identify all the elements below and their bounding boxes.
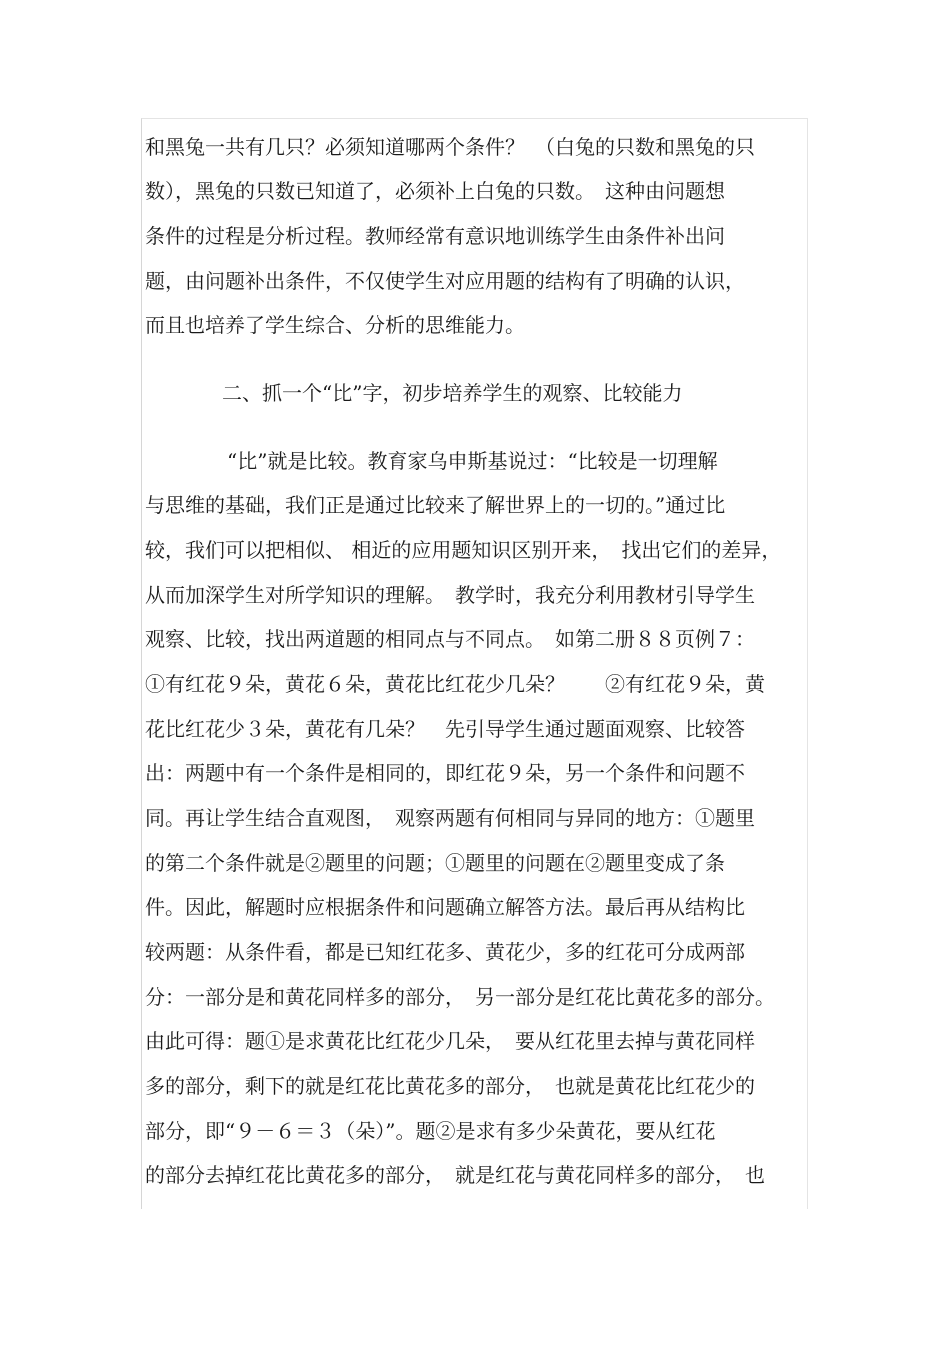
paragraph-1-line-3: 条件的过程是分析过程。教师经常有意识地训练学生由条件补出问 [145, 224, 725, 248]
paragraph-2-line-5: 观察、比较，找出两道题的相同点与不同点。 如第二册８８页例７： [145, 627, 755, 651]
paragraph-1-line-2: 数），黑兔的只数已知道了，必须补上白兔的只数。 这种由问题想 [145, 179, 725, 203]
paragraph-2-line-15: 多的部分，剩下的就是红花比黄花多的部分， 也就是黄花比红花少的 [145, 1074, 755, 1098]
paragraph-1-line-1: 和黑兔一共有几只？必须知道哪两个条件？ （白兔的只数和黑兔的只 [145, 135, 755, 159]
paragraph-2-line-14: 由此可得：题①是求黄花比红花少几朵， 要从红花里去掉与黄花同样 [145, 1029, 755, 1053]
paragraph-2-line-2: 与思维的基础，我们正是通过比较来了解世界上的一切的。”通过比 [145, 493, 726, 517]
paragraph-2-line-16: 部分，即“９－６＝３（朵）”。题②是求有多少朵黄花，要从红花 [145, 1119, 716, 1143]
paragraph-2-line-10: 的第二个条件就是②题里的问题；①题里的问题在②题里变成了条 [145, 851, 725, 875]
paragraph-2-line-6: ①有红花９朵，黄花６朵，黄花比红花少几朵？ ②有红花９朵，黄 [145, 672, 765, 696]
paragraph-2-line-9: 同。再让学生结合直观图， 观察两题有何相同与异同的地方：①题里 [145, 806, 755, 830]
paragraph-2-line-1: “比”就是比较。教育家乌申斯基说过：“比较是一切理解 [227, 449, 718, 473]
paragraph-1-line-5: 而且也培养了学生综合、分析的思维能力。 [145, 313, 525, 337]
paragraph-2-line-3: 较，我们可以把相似、 相近的应用题知识区别开来， 找出它们的差异， [145, 538, 782, 562]
paragraph-2-line-8: 出：两题中有一个条件是相同的，即红花９朵，另一个条件和问题不 [145, 761, 745, 785]
paragraph-2-line-17: 的部分去掉红花比黄花多的部分， 就是红花与黄花同样多的部分， 也 [145, 1163, 765, 1187]
paragraph-1-line-4: 题，由问题补出条件，不仅使学生对应用题的结构有了明确的认识， [145, 269, 745, 293]
paragraph-2-line-7: 花比红花少３朵，黄花有几朵？ 先引导学生通过题面观察、比较答 [145, 717, 745, 741]
paragraph-2-line-13: 分：一部分是和黄花同样多的部分， 另一部分是红花比黄花多的部分。 [145, 985, 775, 1009]
section-heading: 二、抓一个“比”字，初步培养学生的观察、比较能力 [222, 381, 683, 405]
paragraph-2-line-4: 从而加深学生对所学知识的理解。 教学时，我充分利用教材引导学生 [145, 583, 755, 607]
paragraph-2-line-12: 较两题：从条件看，都是已知红花多、黄花少，多的红花可分成两部 [145, 940, 745, 964]
paragraph-2-line-11: 件。因此，解题时应根据条件和问题确立解答方法。最后再从结构比 [145, 895, 745, 919]
